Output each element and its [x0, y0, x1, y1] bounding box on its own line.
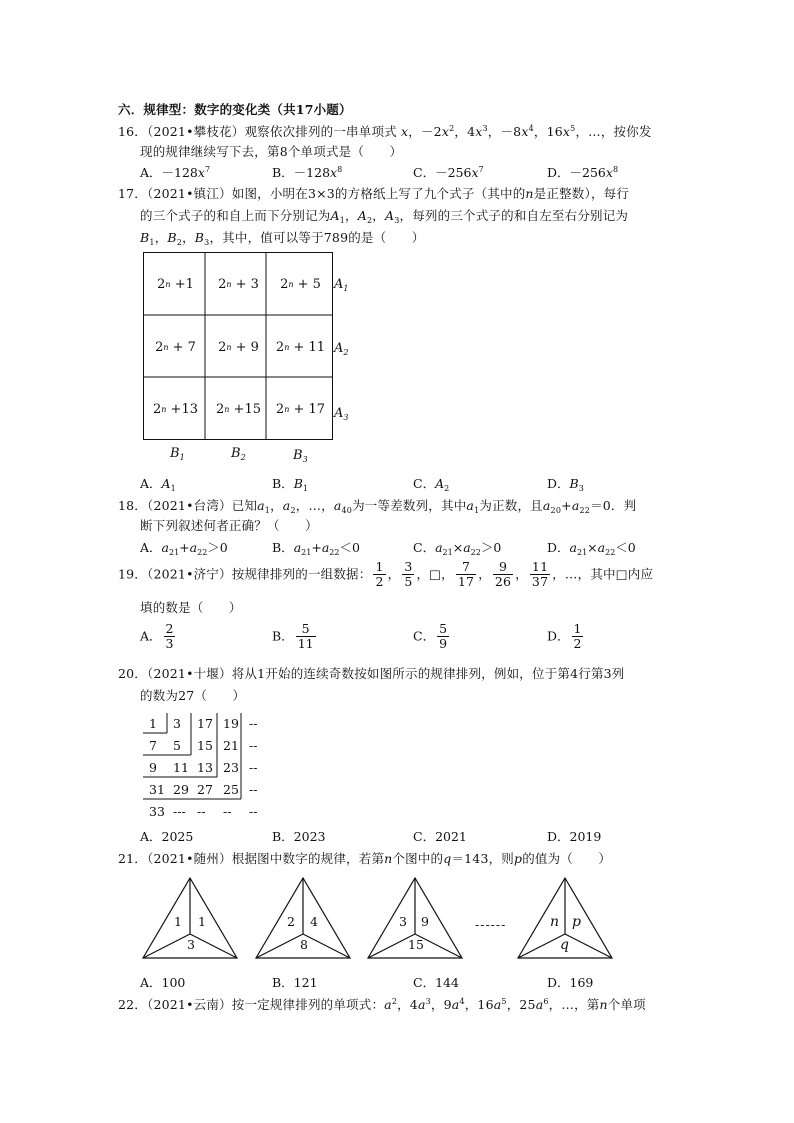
q19-fraction-4: $\frac{9}{26}$: [494, 559, 512, 590]
q20-option-a: A．2025: [140, 829, 194, 844]
q21-option-b: B．121: [272, 975, 318, 990]
q20-cell: 5: [173, 738, 181, 753]
q21-t2-left: 2: [287, 914, 295, 929]
q21-t2-right: 4: [310, 914, 318, 929]
q20-cell: --: [223, 804, 232, 819]
q21-t3-bottom: 15: [408, 937, 424, 952]
q18-stem: 18．（2021•台湾）已知$a_1$，$a_2$，…，$a_{40}$为一等差数列，其中$a_1$为正数，且$a_{20}+a_{22}=0$．判: [118, 498, 637, 515]
q21-dots: ------: [475, 917, 507, 932]
q20-cell: 1: [149, 716, 157, 731]
q19-option-a: A． $\frac{2}{3}$: [140, 621, 174, 652]
q17-stem-line3: $B_1$，$B_2$，$B_3$，其中，值可以等于789的是（ ）: [140, 230, 425, 247]
q21-t2-bottom: 8: [300, 937, 308, 952]
q17-cell-3: 2 n + 5: [280, 277, 321, 292]
q17-row-label-a1: $A_1$: [334, 277, 349, 293]
q19-fraction-5: $\frac{11}{37}$: [531, 559, 549, 590]
q20-option-d: D．2019: [547, 829, 602, 844]
q20-cell: --: [249, 738, 258, 753]
q19-stem-tail: ，…，其中□内应: [552, 566, 654, 582]
q17-col-label-b2: $B_2$: [231, 446, 246, 462]
q16-option-d: D．$-256x^8$: [547, 165, 619, 180]
q16-option-a: A．$-128x^7$: [140, 165, 211, 180]
q20-cell: 29: [173, 782, 189, 797]
q17-col-label-b3: $B_3$: [293, 448, 308, 464]
q17-grid: [143, 252, 333, 440]
q16-option-c: C．$-256x^7$: [413, 165, 484, 180]
q20-cell: 27: [197, 782, 213, 797]
q21-t1-left: 1: [174, 914, 182, 929]
q21-t4-right: p: [572, 914, 581, 930]
q21-stem: 21．（2021•随州）根据图中数字的规律，若第n个图中的q＝143，则p的值为（ ）: [118, 851, 612, 866]
q20-cell: 33: [149, 804, 165, 819]
q19-stem-head: 19．（2021•济宁）按规律排列的一组数据：: [118, 566, 372, 582]
q20-cell: --: [249, 804, 258, 819]
q20-cell: 25: [223, 782, 239, 797]
q18-option-d: D．$a_{21}\times a_{22}<0$: [547, 540, 636, 557]
q21-option-c: C．144: [413, 975, 459, 990]
q20-cell: 19: [223, 716, 239, 731]
q19-option-c: C． $\frac{5}{9}$: [413, 621, 448, 652]
q20-cell: 9: [149, 760, 157, 775]
q20-cell: ---: [173, 804, 186, 819]
q20-cell: --: [197, 804, 206, 819]
q17-option-a: A．$A_1$: [140, 476, 176, 493]
q17-option-b: B．$B_1$: [272, 476, 308, 493]
q19-stem-line2: 填的数是（ ）: [140, 600, 242, 615]
q17-cell-7: 2 n +13: [152, 402, 198, 417]
q17-cell-1: 2 n +1: [157, 277, 194, 292]
q17-cell-5: 2 n + 9: [218, 340, 259, 355]
q21-t4-bottom: q: [560, 937, 569, 953]
q17-cell-8: 2 n +15: [215, 402, 261, 417]
q20-cell: 31: [149, 782, 165, 797]
q17-cell-9: 2 n + 17: [275, 402, 326, 417]
q18-stem-line2: 断下列叙述何者正确？（ ）: [140, 518, 318, 533]
q18-option-a: A．$a_{21}+a_{22}>0$: [140, 540, 228, 557]
q21-t1-bottom: 3: [187, 937, 195, 952]
q18-option-b: B．$a_{21}+a_{22}<0$: [272, 540, 360, 557]
q17-stem: 17．（2021•镇江）如图，小明在3×3的方格纸上写了九个式子（其中的n是正整数），每行: [118, 186, 630, 201]
q20-cell: 23: [223, 760, 239, 775]
q17-col-label-b1: $B_1$: [170, 446, 185, 462]
q20-cell: --: [249, 716, 258, 731]
q21-option-a: A．100: [140, 975, 186, 990]
q19-fraction-2: $\frac{3}{5}$: [404, 559, 413, 590]
q17-row-label-a2: $A_2$: [334, 341, 349, 357]
q20-cell: 15: [197, 738, 213, 753]
q20-cell: 13: [197, 760, 213, 775]
q19-fraction-3: $\frac{7}{17}$: [457, 559, 475, 590]
q20-stem: 20．（2021•十堰）将从1开始的连续奇数按如图所示的规律排列，例如，位于第4行第3列: [118, 666, 625, 681]
q21-t4-left: n: [550, 914, 560, 930]
q17-option-d: D．$B_3$: [547, 476, 584, 493]
q19-option-b: B． $\frac{5}{11}$: [272, 621, 314, 652]
q17-cell-6: 2 n + 11: [275, 340, 326, 355]
q19-option-d: D． $\frac{1}{2}$: [547, 621, 582, 652]
q21-t1-right: 1: [198, 914, 206, 929]
q20-option-c: C．2021: [413, 829, 467, 844]
q16-stem: 16．（2021•攀枝花）观察依次排列的一串单项式 x，$-2x^2$，$4x^3$，$-8x^4$，$16x^5$，…，按你发: [118, 124, 652, 139]
q20-cell: 3: [173, 716, 181, 731]
q20-stem-line2: 的数为27（ ）: [140, 688, 246, 703]
q17-row-label-a3: $A_3$: [334, 406, 349, 422]
q17-cell-4: 2 n + 7: [155, 340, 196, 355]
q20-option-b: B．2023: [272, 829, 326, 844]
q17-stem-line2: 的三个式子的和自上而下分别记为$A_1$，$A_2$，$A_3$，每列的三个式子的和自左至右分别记为: [140, 208, 629, 225]
q21-t3-left: 3: [399, 914, 407, 929]
section-title: 六．规律型：数字的变化类（共17小题）: [118, 102, 352, 117]
q19-fraction-1: $\frac{1}{2}$: [375, 559, 384, 590]
q22-stem: 22．（2021•云南）按一定规律排列的单项式：$a^2$，$4a^3$，$9a^4$，$16a^5$，$25a^6$，…，第n个单项: [118, 997, 646, 1012]
q17-cell-2: 2 n + 3: [218, 277, 259, 292]
q18-option-c: C．$a_{21}\times a_{22}>0$: [413, 540, 502, 557]
q16-stem-line2: 现的规律继续写下去，第8个单项式是（ ）: [140, 144, 403, 159]
q21-t3-right: 9: [421, 914, 429, 929]
q19-stem: 19．（2021•济宁）按规律排列的一组数据： $\frac{1}{2}$ ， $\frac{3}{5}$ ，□， $\frac{7}{17}$ ， $\frac{9}{26}$ ， $\frac{11}{37}$ ，…，其中□内应: [118, 559, 654, 590]
q20-cell: 17: [197, 716, 213, 731]
q20-cell: 11: [173, 760, 189, 775]
q16-option-b: B．$-128x^8$: [272, 165, 343, 180]
q20-cell: 7: [149, 738, 157, 753]
q21-option-d: D．169: [547, 975, 594, 990]
q20-cell: --: [249, 760, 258, 775]
q17-option-c: C．$A_2$: [413, 476, 450, 493]
q20-cell: --: [249, 782, 258, 797]
q20-cell: 21: [223, 738, 239, 753]
